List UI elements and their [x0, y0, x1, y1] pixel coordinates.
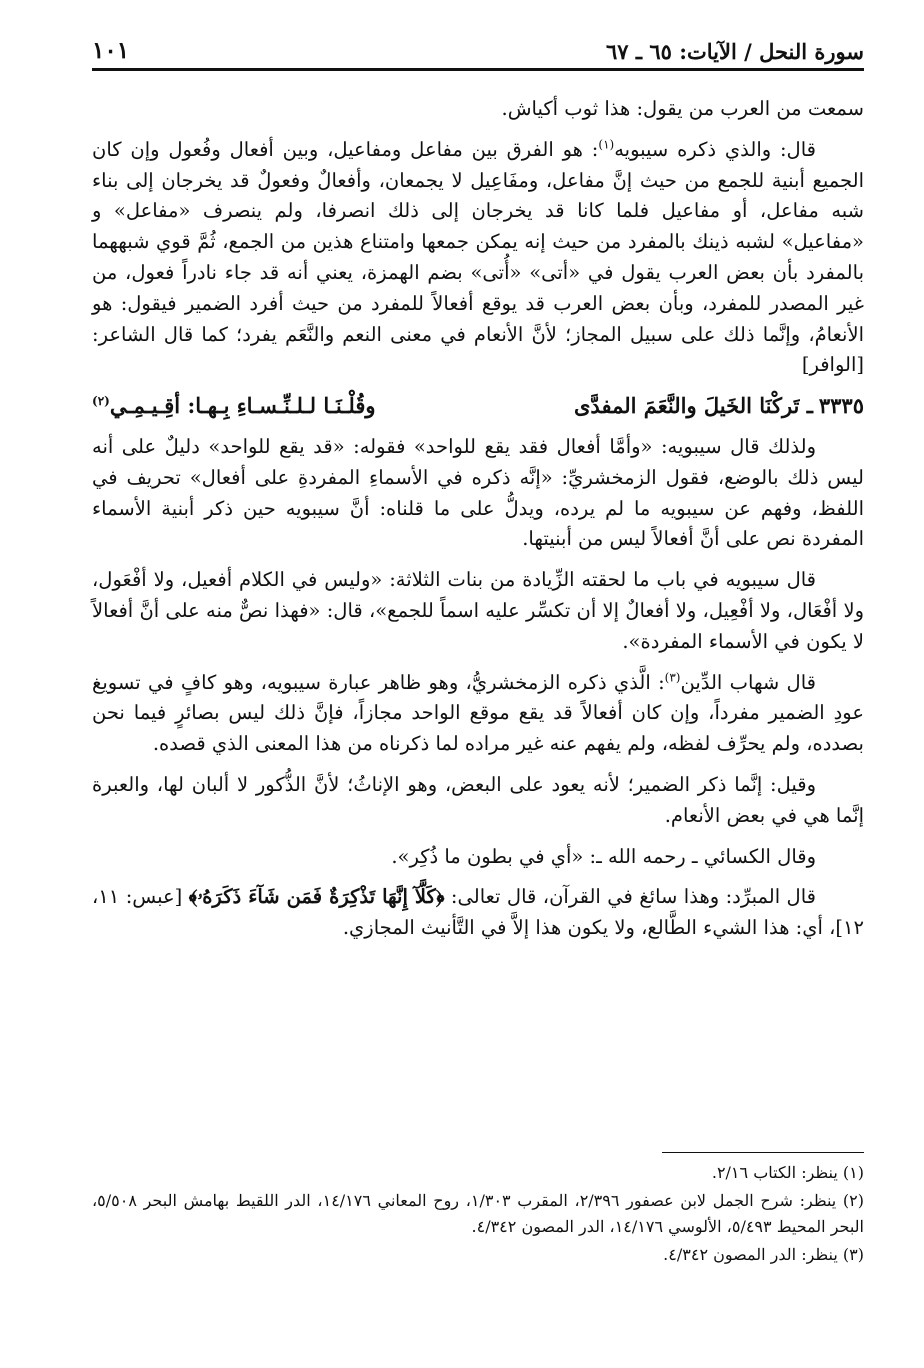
footnote-divider — [662, 1152, 864, 1153]
verse-second-hemistich — [92, 391, 376, 422]
footnote-ref-2: (٢) — [92, 394, 110, 409]
verse-first-hemistich — [574, 391, 864, 422]
main-text — [92, 94, 864, 954]
verse-first-text: ـ تَركْنَا الخَيلَ والنَّعَمَ المفدَّى — [574, 393, 813, 419]
paragraph-8-rest: [عبس: ١١، ١٢]، أي: هذا الشيء الطَّالع، ولا يكون هذا إلاَّ في التَّأنيث المجازي. — [92, 885, 864, 940]
footnote-2: (٢) ينظر: شرح الجمل لابن عصفور ٢/٣٩٦، المقرب ١/٣٠٣، روح المعاني ١٤/١٧٦، الدر اللقيط بهامش البحر ٥/٥٠٨، البحر المحيط ٥/٤٩٣، الألوسي ١٤/١٧٦، الدر المصون ٤/٣٤٢. — [92, 1191, 865, 1236]
paragraph-1: سمعت من العرب من يقول: هذا ثوب أكياش. — [501, 97, 864, 120]
paragraph-4: قال سيبويه في باب ما لحقته الزِّيادة من بنات الثلاثة: «وليس في الكلام أفعيل، ولا أفْعَول، ولا أفْعَال، ولا أفْعِيل، ولا أفعالٌ إلا أن تكسِّر عليه اسماً للجمع»، قال: «فهذا نصٌّ منه على أنَّ أفعالاً لا يكون في الأسماء المفردة». — [92, 568, 864, 653]
paragraph-5-start: قال شهاب الدِّين — [680, 670, 816, 694]
quran-quote: ﴿كَلَّآ إِنَّهَا تَذْكِرَةٌ فَمَن شَآءَ ذَكَرَهُۥ﴾ — [188, 885, 445, 909]
footnote-ref-1: (١) — [598, 137, 615, 152]
page-header — [92, 28, 864, 71]
paragraph-5 — [92, 668, 864, 760]
paragraph-8 — [92, 882, 864, 944]
running-title: سورة النحل / الآيات: ٦٥ ـ ٦٧ — [605, 39, 864, 64]
paragraph-2-start: قال: والذي ذكره سيبويه — [614, 137, 816, 161]
footnote-3: (٣) ينظر: الدر المصون ٤/٣٤٢. — [663, 1245, 864, 1264]
paragraph-8-start: قال المبرِّد: وهذا سائغ في القرآن، قال تعالى: — [444, 885, 816, 909]
footnote-ref-3: (٣) — [664, 670, 681, 685]
paragraph-5-rest: : الَّذي ذكره الزمخشريُّ، وهو ظاهر عبارة سيبويه، وهو كافٍ في تسويغ عودِ الضمير مفرداً، وإن كان أفعالاً قد يقع موقع الواحد مجازاً، فإنَّ ذلك ليس بصائرٍ فيما نحن بصدده، ولم يحرِّف لفظه، ولم يفهم عنه غير مراده لما ذكرناه من هذا المعنى الذي قصده. — [92, 670, 864, 756]
paragraph-7: وقال الكسائي ـ رحمه الله ـ: «أي في بطون ما ذُكِر». — [391, 844, 816, 868]
footnotes — [92, 1160, 864, 1270]
verse-second-text: وقُلْـنَـا لـلـنِّـسـاءِ بِـهـا: أقِـيـمِـي — [109, 393, 376, 419]
footnote-1: (١) ينظر: الكتاب ٢/١٦. — [711, 1163, 864, 1182]
verse-number: ٣٣٣٥ — [818, 393, 864, 419]
paragraph-3: ولذلك قال سيبويه: «وأمَّا أفعال فقد يقع للواحد» فقوله: «قد يقع للواحد» دليلٌ على أنه ليس ذلك بالوضع، فقول الزمخشريِّ: «إنَّه ذكره في الأسماءِ المفردةِ على أفعال» تحريف في اللفظ، وفهم عن سيبويه ما لم يرده، ويدلُّ على ما قلناه: أنَّ سيبويه حين ذكر أبنية الأسماء المفردة نص على أنَّ أفعالاً ليس من أبنيتها. — [92, 434, 864, 551]
paragraph-2 — [92, 135, 864, 381]
paragraph-2-rest: : هو الفرق بين مفاعل ومفاعيل، وبين أفعال وفُعول وإن كان الجميع أبنية للجمع من حيث إنَّ مفاعل، ومفَاعِيل لا يجمعان، وأفعالٌ وفعولٌ قد يخرجان إلى بناء شبه مفاعل، أو مفاعيل فلما كانا قد يخرجان إلى ذلك انصرفا، ولم ينصرف «مفاعل» و «مفاعيل» لشبه ذينك بالمفرد من حيث إنه يمكن جمعها وامتناع هذين من الجمع، ثُمَّ قوي شبههما بالمفرد بأن بعض العرب يقول في «أتى» «أُتى» بضم الهمزة، يعني أنه قد جاء نادراً فعول، من غير المصدر للمفرد، وبأن بعض العرب قد يوقع أفعالاً للمفرد من حيث أفرد الضمير فيقول: هو الأنعامُ، وإنَّما ذلك على سبيل المجاز؛ لأنَّ الأنعام في معنى النعم والنَّعَم يفرد؛ كما قال الشاعر: [الوافر] — [92, 137, 864, 377]
page-number: ١٠١ — [92, 37, 130, 64]
poetry-verse — [92, 391, 864, 422]
paragraph-6: وقيل: إنَّما ذكر الضمير؛ لأنه يعود على البعض، وهو الإناثُ؛ لأنَّ الذُّكور لا ألبان لها، والعبرة إنَّما هي في بعض الأنعام. — [92, 772, 864, 827]
